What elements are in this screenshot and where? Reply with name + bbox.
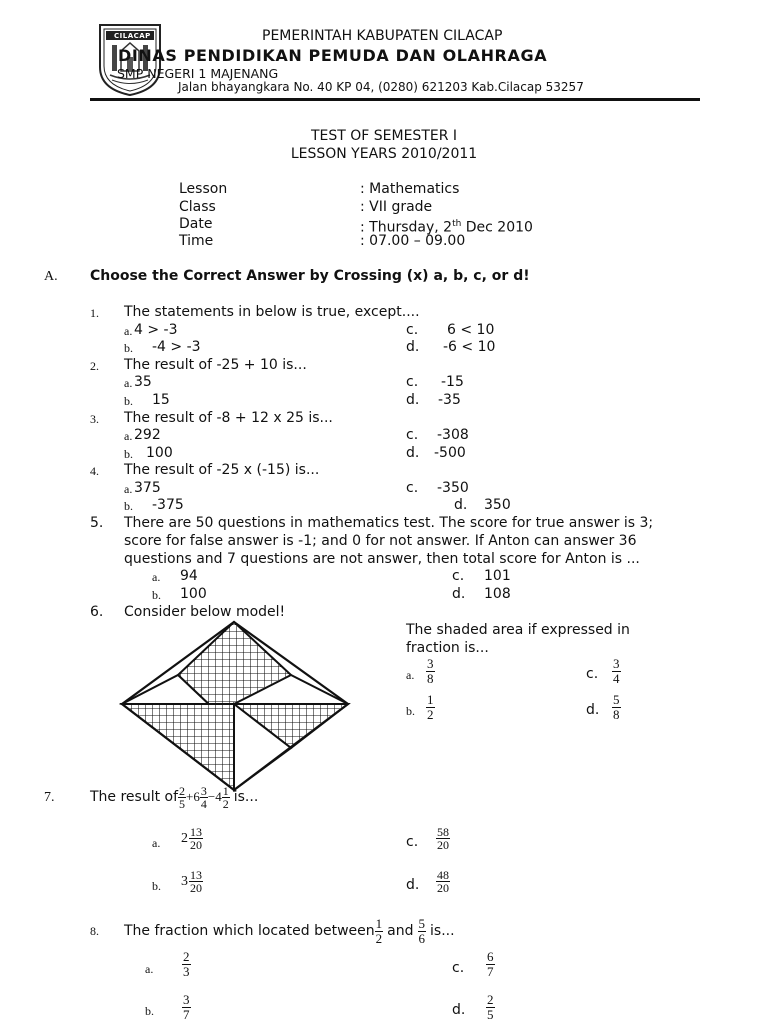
q6-b-den: 2 xyxy=(427,707,434,722)
q8-f2-den: 6 xyxy=(418,930,426,946)
q4-a: 375 xyxy=(134,480,161,496)
q7-c-num: 58 xyxy=(437,825,449,839)
q6-a-den: 8 xyxy=(427,671,434,686)
q8-a-num: 2 xyxy=(183,949,190,964)
q8-b-den: 7 xyxy=(183,1007,190,1022)
q8-c-den: 7 xyxy=(487,964,494,979)
q7-op2: −4 xyxy=(207,789,222,804)
q3-a-letter: a. xyxy=(124,429,133,443)
q6-d-num: 5 xyxy=(613,692,620,707)
q8-number: 8. xyxy=(90,924,99,938)
q7-a-den: 20 xyxy=(190,838,202,852)
lesson-value: : Mathematics xyxy=(360,181,460,197)
q2-b-letter: b. xyxy=(124,447,133,461)
q3-text: The result of -8 + 12 x 25 is... xyxy=(124,410,333,426)
q7-f1-num: 2 xyxy=(179,783,186,798)
q6-text: Consider below model! xyxy=(124,604,286,620)
q1-text: The statements in below is true, except.... xyxy=(124,304,420,320)
q2-a: 35 xyxy=(134,374,152,390)
q5-b: 100 xyxy=(180,586,207,602)
q7-a-answer xyxy=(181,826,203,851)
q7-b-answer xyxy=(181,869,203,894)
q8-b-letter: b. xyxy=(145,1004,154,1018)
q7-b-num: 13 xyxy=(190,868,202,882)
q6-b-letter: b. xyxy=(406,704,415,718)
class-label: Class xyxy=(179,199,216,215)
q8-c-letter: c. xyxy=(452,960,465,976)
q6-d-den: 8 xyxy=(613,707,620,722)
q1-c-letter: c. xyxy=(406,322,419,338)
q7-b-den: 20 xyxy=(190,881,202,895)
q7-a-whole: 2 xyxy=(181,830,188,846)
q5-number: 5. xyxy=(90,515,104,531)
q1-a-letter: a. xyxy=(124,324,133,338)
q7-f2-den: 4 xyxy=(200,796,207,811)
q7-d-letter: d. xyxy=(406,877,420,893)
q7-b-letter: b. xyxy=(152,879,161,893)
q8-c-fraction xyxy=(486,950,495,979)
q8-pre: The fraction which located between xyxy=(124,923,375,939)
q8-post: is... xyxy=(430,923,455,939)
header-gov: PEMERINTAH KABUPATEN CILACAP xyxy=(262,28,503,44)
q6-a-num: 3 xyxy=(427,656,434,671)
date-label: Date xyxy=(179,216,213,232)
q6-c-letter: c. xyxy=(586,666,599,682)
q3-a: 292 xyxy=(134,427,161,443)
q1-b: -4 > -3 xyxy=(152,339,201,355)
q2-a-letter: a. xyxy=(124,376,133,390)
q7-f3-num: 1 xyxy=(222,783,229,798)
q8-d-letter: d. xyxy=(452,1002,466,1018)
test-title: TEST OF SEMESTER I xyxy=(310,128,458,144)
q8-d-den: 5 xyxy=(487,1007,494,1022)
logo-text: CILACAP xyxy=(114,32,151,40)
header-address: Jalan bhayangkara No. 40 KP 04, (0280) 621203 Kab.Cilacap 53257 xyxy=(178,80,584,94)
q6-d-fraction xyxy=(612,693,621,722)
section-instruction: Choose the Correct Answer by Crossing (x) a, b, c, or d! xyxy=(90,268,530,284)
lesson-label: Lesson xyxy=(179,181,228,197)
q6-desc-line1: The shaded area if expressed in xyxy=(406,622,630,638)
q7-c-den: 20 xyxy=(437,838,449,852)
q8-b-num: 3 xyxy=(183,992,190,1007)
tangram-diagram xyxy=(118,618,354,794)
q6-c-fraction xyxy=(612,657,621,686)
class-value: : VII grade xyxy=(360,199,433,215)
q2-b-letter: b. xyxy=(124,394,133,408)
q2-d: -35 xyxy=(438,392,461,408)
date-suffix: th xyxy=(452,219,462,229)
q8-d-num: 2 xyxy=(487,992,494,1007)
q8-b-fraction xyxy=(182,993,191,1022)
q1-d-letter: d. xyxy=(406,339,420,355)
q5-line2: score for false answer is -1; and 0 for not answer. If Anton can answer 36 xyxy=(124,533,637,549)
q3-d-letter: d. xyxy=(406,445,420,461)
q4-d-letter: d. xyxy=(454,497,468,513)
time-label: Time xyxy=(179,233,214,249)
q6-b-num: 1 xyxy=(427,692,434,707)
q7-op1: +6 xyxy=(186,789,200,804)
section-letter: A. xyxy=(44,269,58,284)
q3-number: 3. xyxy=(90,412,99,426)
q5-a: 94 xyxy=(180,568,198,584)
date-value-day: : Thursday, 2 xyxy=(360,219,453,236)
q8-mid: and xyxy=(387,923,414,939)
q6-a-fraction xyxy=(426,657,435,686)
q7-f3-den: 2 xyxy=(222,796,229,811)
q4-b: -375 xyxy=(152,497,184,513)
q1-d: -6 < 10 xyxy=(443,339,496,355)
date-value-month: Dec 2010 xyxy=(461,219,533,236)
header-divider xyxy=(90,98,700,101)
q8-f1-den: 2 xyxy=(375,930,383,946)
header-agency: DINAS PENDIDIKAN PEMUDA DAN OLAHRAGA xyxy=(118,46,548,65)
q8-a-fraction xyxy=(182,950,191,979)
q8-question xyxy=(124,912,455,950)
q4-text: The result of -25 x (-15) is... xyxy=(124,462,320,478)
q6-b-fraction xyxy=(426,693,435,722)
q7-pre: The result of xyxy=(90,789,179,805)
q7-a-letter: a. xyxy=(152,836,161,850)
q2-number: 2. xyxy=(90,359,99,373)
q7-question xyxy=(90,780,258,814)
q7-d-den: 20 xyxy=(437,881,449,895)
q5-c: 101 xyxy=(484,568,511,584)
header-school: SMP NEGERI 1 MAJENANG xyxy=(117,66,279,81)
test-subtitle: LESSON YEARS 2010/2011 xyxy=(290,146,478,162)
q3-c: -308 xyxy=(437,427,469,443)
q7-number: 7. xyxy=(44,790,55,805)
q6-desc-line2: fraction is... xyxy=(406,640,489,656)
q1-number: 1. xyxy=(90,306,99,320)
q8-d-fraction xyxy=(486,993,495,1022)
q4-b-letter: b. xyxy=(124,499,133,513)
q7-d-answer xyxy=(436,869,450,894)
q2-b: 15 xyxy=(152,392,170,408)
q7-post: is... xyxy=(233,789,259,805)
q2-d-letter: d. xyxy=(406,392,420,408)
q6-d-letter: d. xyxy=(586,702,600,718)
q7-a-num: 13 xyxy=(190,825,202,839)
q6-c-den: 4 xyxy=(613,671,620,686)
q6-tangram-figure xyxy=(118,618,354,794)
q5-a-letter: a. xyxy=(152,570,161,584)
q7-c-letter: c. xyxy=(406,834,419,850)
q3-c-letter: c. xyxy=(406,427,419,443)
q7-f2-num: 3 xyxy=(200,783,207,798)
q5-d-letter: d. xyxy=(452,586,466,602)
q7-b-whole: 3 xyxy=(181,873,188,889)
q1-c: 6 < 10 xyxy=(447,322,495,338)
q3-b: 100 xyxy=(146,445,173,461)
q7-f1-den: 5 xyxy=(179,796,186,811)
q7-c-answer xyxy=(436,826,450,851)
q1-b-letter: b. xyxy=(124,341,133,355)
q2-c-letter: c. xyxy=(406,374,419,390)
q2-text: The result of -25 + 10 is... xyxy=(124,357,307,373)
q5-d: 108 xyxy=(484,586,511,602)
q5-b-letter: b. xyxy=(152,588,161,602)
q1-a: 4 > -3 xyxy=(134,322,178,338)
q8-f1-num: 1 xyxy=(375,915,383,931)
q5-line3: questions and 7 questions are not answer, then total score for Anton is ... xyxy=(124,551,640,567)
q4-d: 350 xyxy=(484,497,511,513)
q4-c-letter: c. xyxy=(406,480,419,496)
q7-d-num: 48 xyxy=(437,868,449,882)
q3-d: -500 xyxy=(434,445,466,461)
q6-number: 6. xyxy=(90,604,104,620)
q4-number: 4. xyxy=(90,464,99,478)
q5-line1: There are 50 questions in mathematics test. The score for true answer is 3; xyxy=(124,515,654,531)
q8-a-letter: a. xyxy=(145,962,154,976)
time-value: : 07.00 – 09.00 xyxy=(360,233,466,249)
q2-c: -15 xyxy=(441,374,464,390)
q4-c: -350 xyxy=(437,480,469,496)
q8-a-den: 3 xyxy=(183,964,190,979)
q8-c-num: 6 xyxy=(487,949,494,964)
q6-a-letter: a. xyxy=(406,668,415,682)
q6-c-num: 3 xyxy=(613,656,620,671)
q8-f2-num: 5 xyxy=(418,915,426,931)
q5-c-letter: c. xyxy=(452,568,465,584)
q4-a-letter: a. xyxy=(124,482,133,496)
